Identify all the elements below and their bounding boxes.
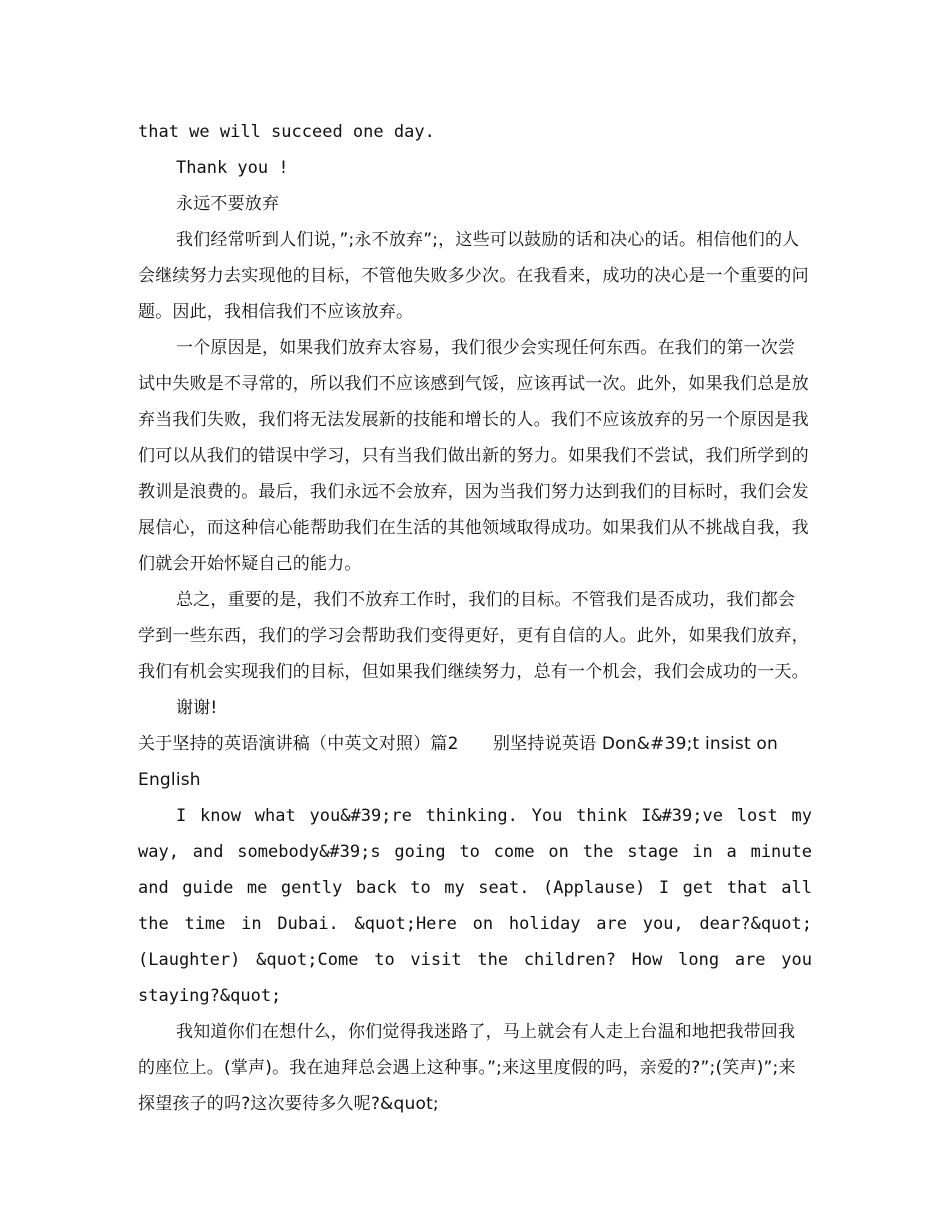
chinese-translation-paragraph: 我知道你们在想什么，你们觉得我迷路了，马上就会有人走上台温和地把我带回我的座位上。(掌声)。我在迪拜总会遇上这种事。”;来这里度假的吗，亲爱的?”;(笑声)”;来探望孩子的吗?这次要待多久呢?&quot; — [138, 1022, 796, 1114]
paragraph-reasons: 一个原因是，如果我们放弃太容易，我们很少会实现任何东西。在我们的第一次尝试中失败是不寻常的，所以我们不应该感到气馁，应该再试一次。此外，如果我们总是放弃当我们失败，我们将无法发展新的技能和增长的人。我们不应该放弃的另一个原因是我们可以从我们的错误中学习，只有当我们做出新的努力。如果我们不尝试，我们所学到的教训是浪费的。最后，我们永远不会放弃，因为当我们努力达到我们的目标时，我们会发展信心，而这种信心能帮助我们在生活的其他领域取得成功。如果我们从不挑战自我，我们就会开始怀疑自己的能力。 — [138, 338, 809, 574]
paragraph-continuation: that we will succeed one day. — [138, 122, 435, 142]
thanks-line: 谢谢! — [176, 698, 218, 718]
document-page — [138, 114, 812, 1122]
paragraph-never-give-up-intro: 我们经常听到人们说，”;永不放弃”;，这些可以鼓励的话和决心的话。相信他们的人会继续努力去实现他的目标，不管他失败多少次。在我看来，成功的决心是一个重要的问题。因此，我相信我们不应该放弃。 — [138, 230, 809, 322]
article-heading: 关于坚持的英语演讲稿（中英文对照）篇2 别坚持说英语 Don&#39;t insist on English — [138, 734, 778, 790]
thank-you-line: Thank you ! — [176, 158, 289, 178]
paragraph-conclusion: 总之，重要的是，我们不放弃工作时，我们的目标。不管我们是否成功，我们都会学到一些东西，我们的学习会帮助我们变得更好，更有自信的人。此外，如果我们放弃，我们有机会实现我们的目标，但如果我们继续努力，总有一个机会，我们会成功的一天。 — [138, 590, 809, 682]
english-speech-paragraph: I know what you&#39;re thinking. You think I&#39;ve lost my way, and somebody&#39;s going to come on the stage in a minute and guide me gently back to my seat. (Applause) I get that all the time in Dubai. &quot;Here on holiday are you, dear?&quot; (Laughter) &quot;Come to visit the children? How long are you staying?&quot; — [138, 806, 812, 1006]
section-title-never-give-up: 永远不要放弃 — [176, 194, 280, 214]
